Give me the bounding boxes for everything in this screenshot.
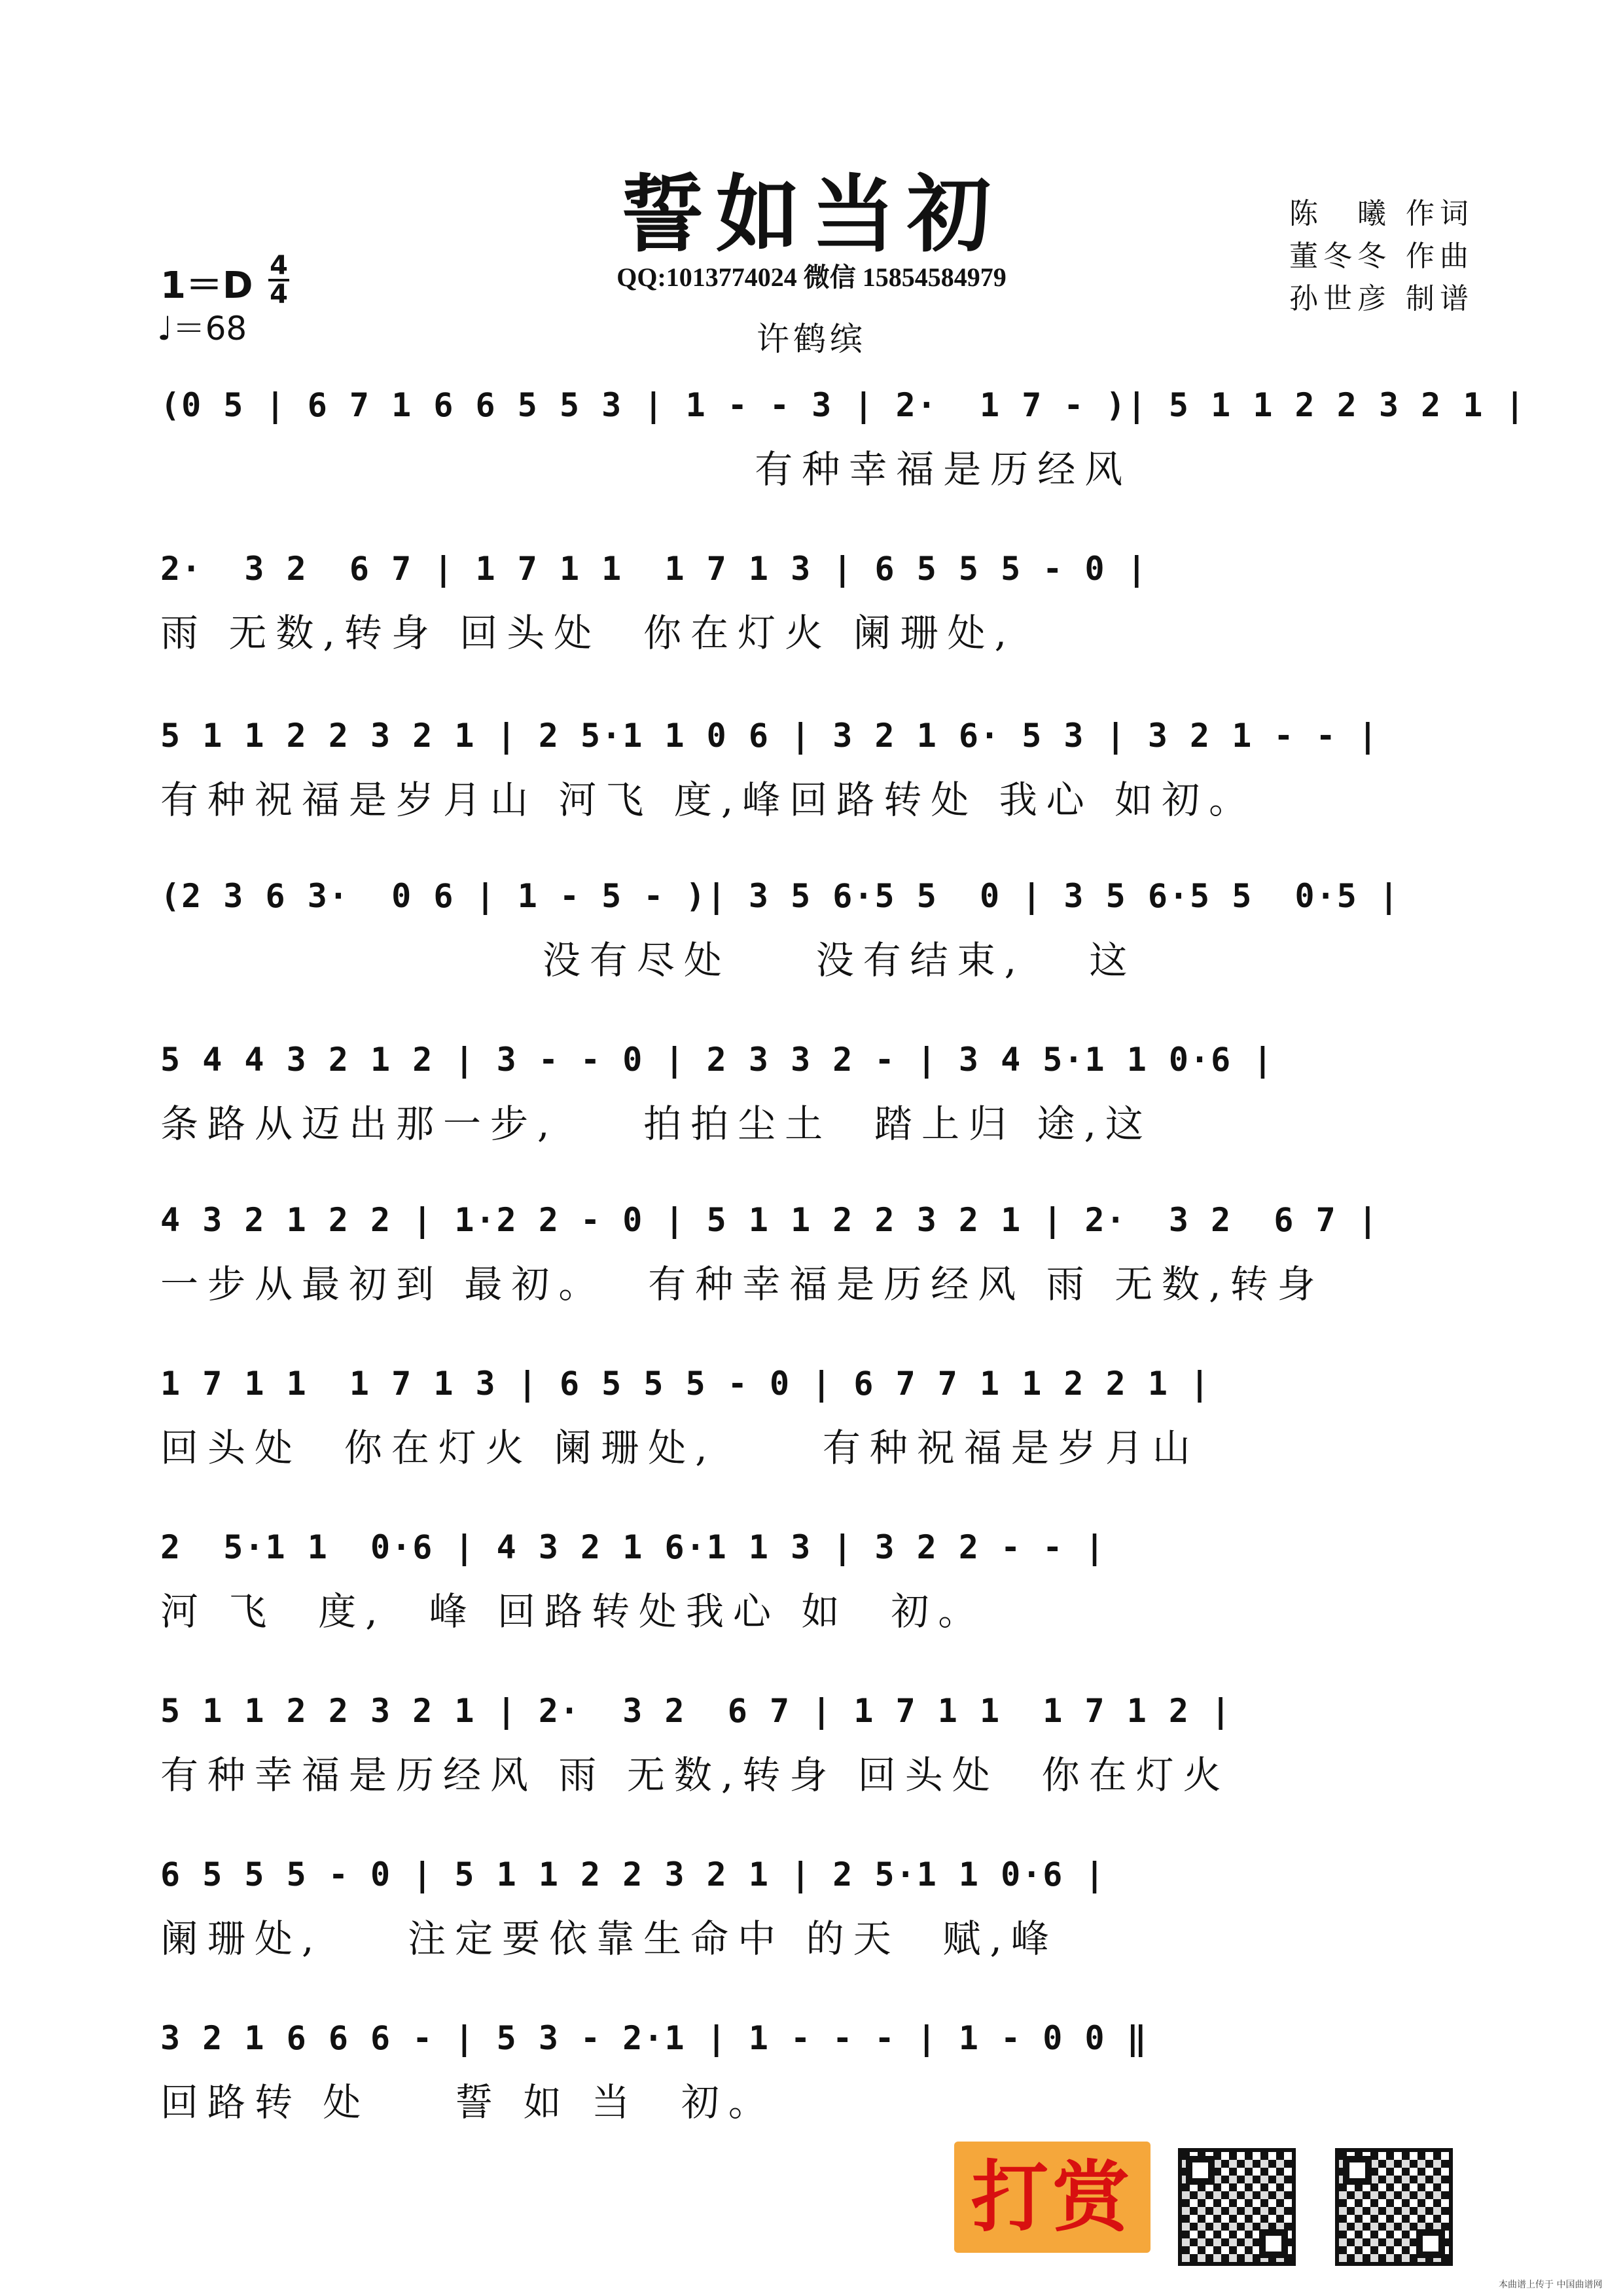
lyrics-line-9: 有种幸福是历经风 雨 无数,转身 回头处 你在灯火 <box>160 1753 1230 1797</box>
song-title: 誓如当初 <box>620 166 1003 264</box>
time-top: 4 <box>270 251 288 281</box>
lyrics-line-5: 条路从迈出那一步, 拍拍尘土 踏上归 途,这 <box>160 1102 1152 1146</box>
notes-line-10: 6 5 5 5 - 0 | 5 1 1 2 2 3 2 1 | 2 5·1 1 0·6 | <box>160 1856 1106 1893</box>
time-bottom: 4 <box>270 279 288 310</box>
qr-code-icon <box>1335 2148 1453 2266</box>
lyrics-line-6: 一步从最初到 最初。 有种幸福是历经风 雨 无数,转身 <box>160 1262 1325 1306</box>
composer-credit: 董冬冬 作曲 <box>1289 240 1474 273</box>
notes-line-6: 4 3 2 1 2 2 | 1·2 2 - 0 | 5 1 1 2 2 3 2 1 | 2· 3 2 6 7 | <box>160 1201 1379 1239</box>
notes-line-2: 2· 3 2 6 7 | 1 7 1 1 1 7 1 3 | 6 5 5 5 - 0 | <box>160 550 1148 588</box>
qr-code-icon <box>1178 2148 1296 2266</box>
time-signature <box>268 253 289 308</box>
notes-line-5: 5 4 4 3 2 1 2 | 3 - - 0 | 2 3 3 2 - | 3 4 5·1 1 0·6 | <box>160 1041 1274 1079</box>
notes-line-9: 5 1 1 2 2 3 2 1 | 2· 3 2 6 7 | 1 7 1 1 1 7 1 2 | <box>160 1692 1232 1730</box>
contact-info: QQ:1013774024 微信 15854584979 <box>616 262 1007 292</box>
transcriber-credit: 孙世彦 制谱 <box>1289 282 1474 315</box>
lyrics-line-7: 回头处 你在灯火 阑珊处, 有种祝福是岁月山 <box>160 1426 1200 1470</box>
notes-line-3: 5 1 1 2 2 3 2 1 | 2 5·1 1 0 6 | 3 2 1 6· 5 3 | 3 2 1 - - | <box>160 717 1379 755</box>
notes-line-8: 2 5·1 1 0·6 | 4 3 2 1 6·1 1 3 | 3 2 2 - - | <box>160 1528 1106 1566</box>
singer-name: 许鹤缤 <box>757 320 866 358</box>
lyrics-line-8: 河 飞 度, 峰 回路转处我心 如 初。 <box>160 1589 986 1634</box>
notes-line-7: 1 7 1 1 1 7 1 3 | 6 5 5 5 - 0 | 6 7 7 1 1 2 2 1 | <box>160 1365 1211 1403</box>
notes-line-4: (2 3 6 3· 0 6 | 1 - 5 - )| 3 5 6·5 5 0 | 3 5 6·5 5 0·5 | <box>160 877 1400 915</box>
key-signature: 1＝D <box>160 264 253 307</box>
lyrics-line-3: 有种祝福是岁月山 河飞 度,峰回路转处 我心 如初。 <box>160 778 1257 822</box>
tip-button[interactable]: 打赏 <box>954 2142 1150 2253</box>
lyrics-line-1: 有种幸福是历经风 <box>160 447 1132 492</box>
notes-line-1: (0 5 | 6 7 1 6 6 5 5 3 | 1 - - 3 | 2· 1 7 - )| 5 1 1 2 2 3 2 1 | <box>160 386 1526 424</box>
tempo-marking: ♩＝68 <box>157 310 247 348</box>
lyrics-line-2: 雨 无数,转身 回头处 你在灯火 阑珊处, <box>160 611 1016 655</box>
lyricist-credit: 陈 曦 作词 <box>1289 197 1474 230</box>
lyrics-line-4: 没有尽处 没有结束, 这 <box>160 938 1137 982</box>
notes-line-11: 3 2 1 6 6 6 - | 5 3 - 2·1 | 1 - - - | 1 - 0 0 ‖ <box>160 2019 1148 2057</box>
lyrics-line-11: 回路转 处 誓 如 当 初。 <box>160 2080 776 2125</box>
lyrics-line-10: 阑珊处, 注定要依靠生命中 的天 赋,峰 <box>160 1916 1058 1961</box>
footer-note: 本曲谱上传于 中国曲谱网 <box>1499 2280 1603 2290</box>
